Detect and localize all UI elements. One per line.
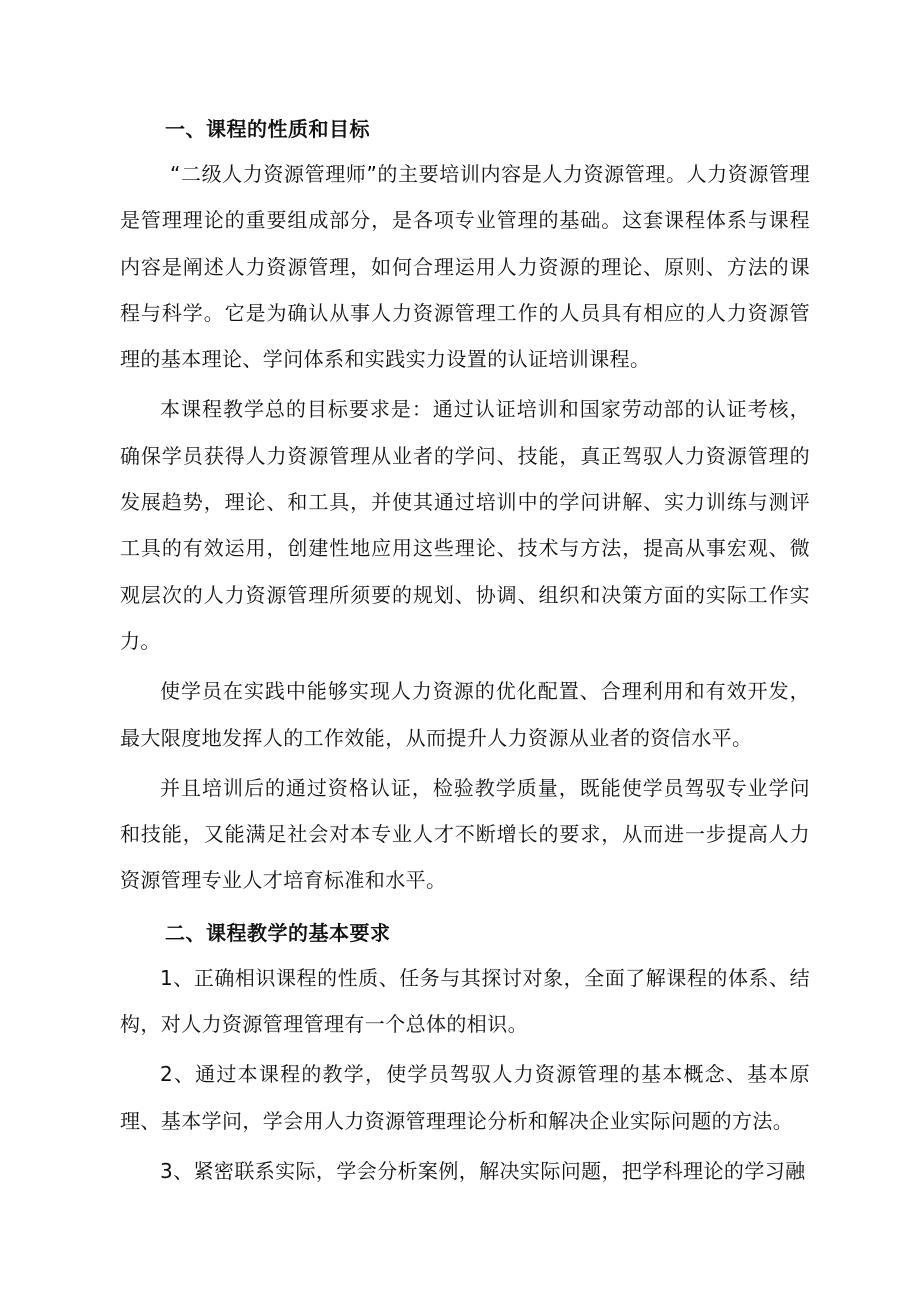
section-2-heading: 二、课程教学的基本要求 [165, 920, 391, 945]
section-1-heading: 一、课程的性质和目标 [165, 117, 370, 141]
section-1-paragraph-2: 本课程教学总的目标要求是：通过认证培训和国家劳动部的认证考核，确保学员获得人力资源管理从业者的学问、技能，真正驾驭人力资源管理的发展趋势，理论、和工具，并使其通过培训中的学问讲解、实力训练与测评工具的有效运用，创建性地应用这些理论、技术与方法，提高从事宏观、微观层次的人力资源管理所须要的规划、协调、组织和决策方面的实际工作实力。 [120, 397, 810, 653]
section-2-item-1: 1、正确相识课程的性质、任务与其探讨对象，全面了解课程的体系、结构，对人力资源管理管理有一个总体的相识。 [120, 965, 810, 1037]
section-2-item-2: 2、通过本课程的教学，使学员驾驭人力资源管理的基本概念、基本原理、基本学问，学会用人力资源管理理论分析和解决企业实际问题的方法。 [120, 1062, 810, 1133]
section-2-item-3: 3、紧密联系实际，学会分析案例，解决实际问题，把学科理论的学习融 [160, 1158, 806, 1183]
section-1-paragraph-1: “二级人力资源管理师”的主要培训内容是人力资源管理。人力资源管理是管理理论的重要组成部分，是各项专业管理的基础。这套课程体系与课程内容是阐述人力资源管理，如何合理运用人力资源的理论、原则、方法的课程与科学。它是为确认从事人力资源管理工作的人员具有相应的人力资源管理的基本理论、学问体系和实践实力设置的认证培训课程。 [120, 162, 810, 372]
section-1-paragraph-4: 并且培训后的通过资格认证，检验教学质量，既能使学员驾驭专业学问和技能，又能满足社会对本专业人才不断增长的要求，从而进一步提高人力资源管理专业人才培育标准和水平。 [120, 775, 810, 893]
section-1-paragraph-3: 使学员在实践中能够实现人力资源的优化配置、合理利用和有效开发，最大限度地发挥人的工作效能，从而提升人力资源从业者的资信水平。 [120, 679, 810, 750]
document-body [120, 108, 810, 1198]
